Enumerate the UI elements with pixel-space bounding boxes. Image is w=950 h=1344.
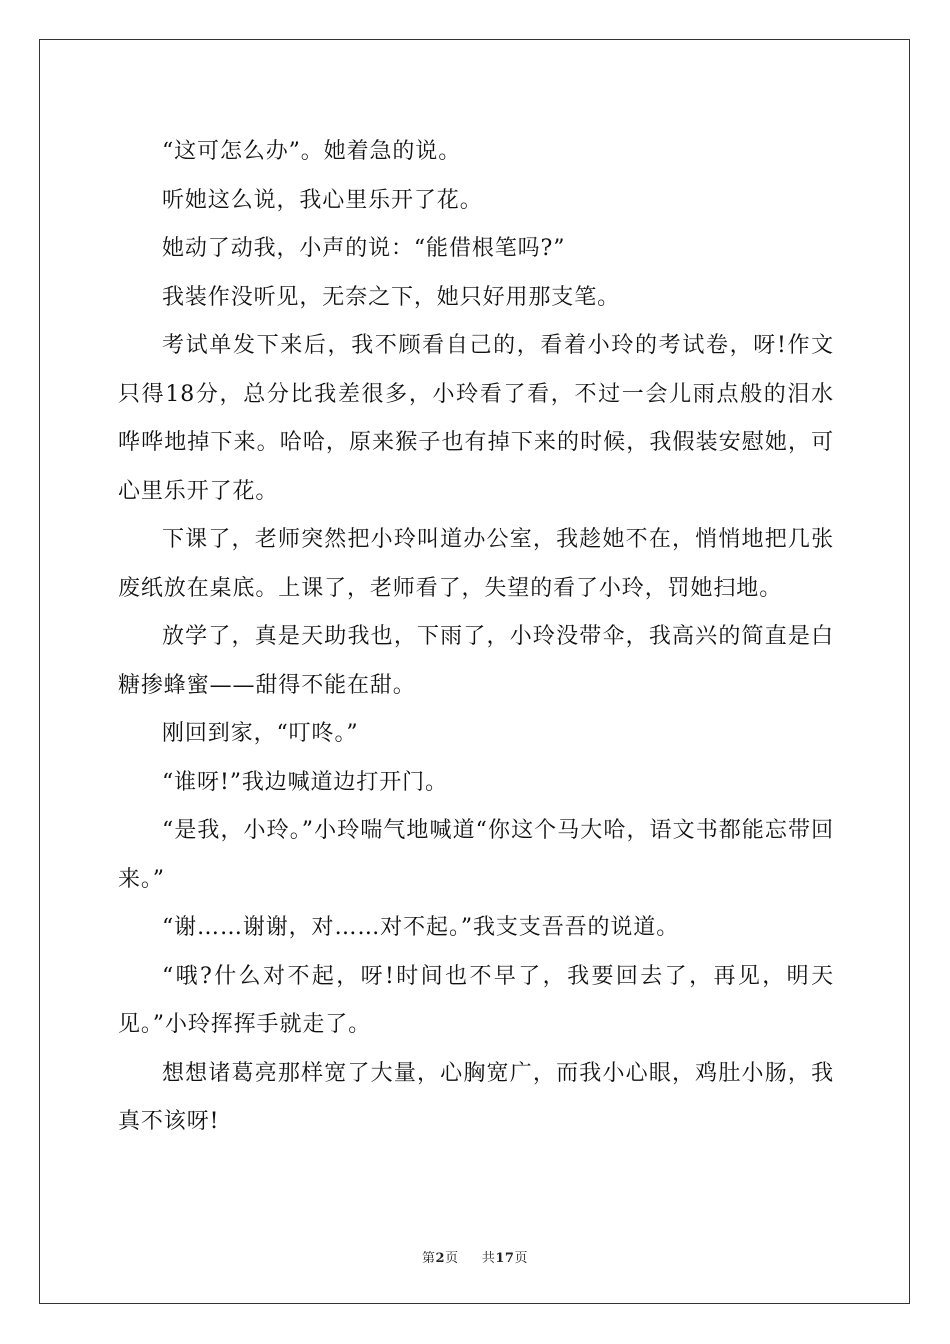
total-suffix: 页 [514,1251,528,1266]
paragraph: “这可怎么办”。她着急的说。 [162,139,462,164]
paragraph: 我装作没听见，无奈之下，她只好用那支笔。 [162,284,621,310]
paragraph: 她动了动我，小声的说：“能借根笔吗?” [162,236,566,261]
paragraph: “谢……谢谢，对……对不起。”我支支吾吾的说道。 [162,915,680,940]
current-page: 2 [435,1251,446,1266]
total-page-count: 17 [495,1251,515,1266]
paragraph: 刚回到家，“叮咚。” [162,721,359,746]
page-prefix: 第 [422,1251,436,1266]
page-number [422,1251,459,1266]
total-prefix: 共 [481,1251,496,1266]
paragraph: “是我，小玲。”小玲喘气地喊道“你这个马大哈，语文书都能忘带回来。” [118,818,834,892]
paragraph: 听她这么说，我心里乐开了花。 [162,187,483,213]
paragraph: 考试单发下来后，我不顾看自己的，看着小玲的考试卷，呀!作文只得18分，总分比我差很多，小玲看了看，不过一会儿雨点般的泪水哗哗地掉下来。哈哈，原来猴子也有掉下来的时候，我假装安慰她，可心里乐开了花。 [118,333,834,504]
total-pages [482,1251,528,1266]
page-suffix: 页 [445,1251,459,1266]
document-body [118,128,834,1147]
paragraph: 放学了，真是天助我也，下雨了，小玲没带伞，我高兴的简直是白糖掺蜂蜜——甜得不能在甜。 [118,624,834,698]
paragraph: “谁呀!”我边喊道边打开门。 [162,769,448,795]
paragraph: “哦?什么对不起，呀!时间也不早了，我要回去了，再见，明天见。”小玲挥挥手就走了。 [118,963,834,1037]
paragraph: 下课了，老师突然把小玲叫道办公室，我趁她不在，悄悄地把几张废纸放在桌底。上课了，老师看了，失望的看了小玲，罚她扫地。 [118,527,834,601]
paragraph: 想想诸葛亮那样宽了大量，心胸宽广，而我小心眼，鸡肚小肠，我真不该呀! [118,1060,834,1134]
page-footer [0,1247,950,1266]
